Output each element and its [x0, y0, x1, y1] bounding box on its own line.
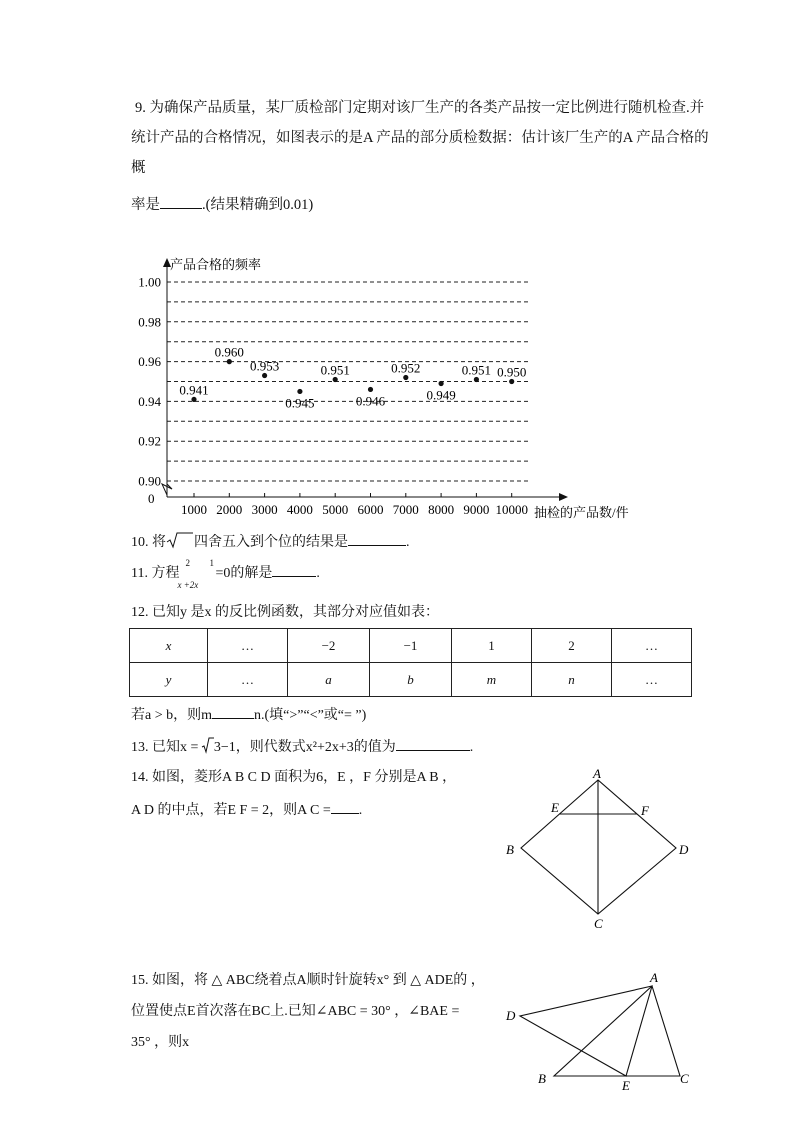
- q12-condition-prefix: 若a > b，则m: [131, 708, 212, 723]
- table-cell: …: [208, 629, 288, 663]
- q13-prefix: 13. 已知x =: [131, 740, 202, 755]
- table-cell: m: [452, 663, 532, 697]
- chart-y-ticks: [138, 275, 161, 489]
- label-b: B: [538, 1071, 546, 1086]
- q12-text: 12. 已知y 是x 的反比例函数，其部分对应值如表：: [131, 605, 439, 620]
- sqrt-icon: [166, 531, 194, 549]
- q11-text: =0的解是: [215, 566, 273, 581]
- data-point: [333, 377, 338, 382]
- data-label: 0.941: [179, 382, 209, 398]
- x-tick-label: 3000: [251, 502, 278, 517]
- q11-prefix: 11. 方程: [131, 566, 180, 581]
- q14-line2: [131, 799, 362, 821]
- q9-line4-prefix: 率是: [131, 197, 160, 213]
- label-a: A: [650, 970, 658, 985]
- answer-blank-q10[interactable]: [348, 531, 406, 546]
- q12-condition-suffix: n.(填“>”“<”或“= ”): [254, 708, 367, 723]
- data-label: 0.949: [426, 387, 456, 403]
- x-tick-label: 1000: [181, 502, 207, 517]
- answer-blank-q13[interactable]: [396, 736, 470, 751]
- table-cell: 1: [452, 629, 532, 663]
- table-cell: …: [612, 663, 692, 697]
- y-tick-label: 0.96: [138, 354, 161, 370]
- data-label: 0.953: [249, 358, 280, 374]
- q9-line2: 统计产品的合格情况，如图表示的是A 产品的部分质检数据：估计该厂生产的A 产品合格的: [131, 130, 709, 146]
- table-cell: x: [130, 629, 208, 663]
- y-tick-label: 0.94: [138, 393, 161, 409]
- rhombus-diagram: [500, 762, 700, 934]
- data-point: [297, 389, 302, 394]
- answer-blank-q14[interactable]: [331, 799, 359, 814]
- x-axis-arrow-icon: [559, 493, 568, 501]
- data-point: [439, 381, 444, 386]
- q15-line3: 35° ，则x: [131, 1035, 190, 1050]
- triangle-ade: [520, 986, 652, 1076]
- q9-line1: 9. 为确保产品质量，某厂质检部门定期对该厂生产的各类产品按一定比例进行随机检查.并: [135, 100, 705, 116]
- q13-radicand: 3: [213, 740, 221, 755]
- data-label: 0.946: [355, 393, 386, 409]
- data-point: [509, 379, 514, 384]
- x-tick-label: 5000: [322, 502, 349, 517]
- table-cell: −1: [370, 629, 452, 663]
- table-cell: n: [532, 663, 612, 697]
- label-c: C: [594, 916, 603, 931]
- q10-prefix: 10. 将: [131, 535, 166, 550]
- y-tick-label: 0.92: [138, 433, 161, 449]
- sqrt-icon: [202, 736, 214, 754]
- data-label: 0.952: [391, 360, 421, 376]
- label-a: A: [593, 766, 601, 781]
- y-tick-label: 0.98: [138, 314, 161, 330]
- q9-line4-suffix: .(结果精确到0.01): [202, 197, 314, 213]
- table-cell: …: [612, 629, 692, 663]
- triangle-abc: [554, 986, 680, 1076]
- q15-line1: 15. 如图，将 △ ABC绕着点A顺时针旋转x° 到 △ ADE的 ，: [131, 973, 485, 988]
- table-row: [130, 629, 692, 663]
- data-point: [403, 375, 408, 380]
- data-label: 0.945: [285, 395, 315, 411]
- data-label: 0.950: [497, 364, 527, 380]
- label-e: E: [622, 1078, 630, 1093]
- answer-blank-q12[interactable]: [212, 704, 254, 719]
- q14-line2-text: A D 的中点，若E F = 2，则A C =: [131, 803, 331, 818]
- chart-axes: [162, 258, 568, 501]
- x-tick-label: 2000: [216, 502, 243, 517]
- x-tick-label: 7000: [392, 502, 419, 517]
- table-row: [130, 663, 692, 697]
- x-tick-label: 4000: [286, 502, 313, 517]
- data-label: 0.951: [320, 362, 350, 378]
- data-point: [474, 377, 479, 382]
- label-e: E: [551, 800, 559, 815]
- data-point: [262, 373, 267, 378]
- q13-text: −1，则代数式x²+2x+3的值为: [220, 740, 396, 755]
- label-c: C: [680, 1071, 689, 1086]
- table-cell: 2: [532, 629, 612, 663]
- x-tick-label: 6000: [357, 502, 384, 517]
- q11-numerator-1: 2: [185, 558, 190, 568]
- chart-x-axis-label: 抽检的产品数/件: [534, 505, 629, 520]
- q10: [131, 531, 410, 553]
- q12-condition: [131, 704, 366, 726]
- label-f: F: [641, 803, 649, 818]
- q9-line4: [131, 194, 313, 215]
- q11-end: .: [316, 566, 320, 581]
- label-d: D: [679, 842, 689, 857]
- data-label: 0.951: [461, 362, 492, 378]
- table-cell: −2: [288, 629, 370, 663]
- answer-blank-q11[interactable]: [272, 562, 316, 577]
- value-table: [129, 628, 692, 697]
- q10-end: .: [406, 535, 410, 550]
- quality-frequency-chart: [120, 250, 629, 526]
- chart-points: [179, 345, 526, 411]
- table-cell: a: [288, 663, 370, 697]
- y-tick-label: 1.00: [138, 274, 161, 290]
- data-label: 0.960: [214, 344, 244, 360]
- q13-end: .: [469, 740, 474, 755]
- data-point: [191, 397, 196, 402]
- data-point: [227, 359, 232, 364]
- x-tick-label: 10000: [495, 502, 528, 517]
- answer-blank-q9[interactable]: [160, 194, 202, 209]
- q11: [131, 558, 320, 590]
- x-tick-label: 8000: [428, 502, 455, 517]
- label-d: D: [506, 1008, 516, 1023]
- q11-numerator-2: 1: [209, 558, 214, 568]
- x-tick-label: 9000: [463, 502, 490, 517]
- y-tick-label: 0.90: [138, 473, 161, 489]
- rotation-diagram: [500, 966, 700, 1096]
- data-point: [368, 387, 373, 392]
- table-cell: y: [130, 663, 208, 697]
- q14-line1: 14. 如图，菱形A B C D 面积为6，E ，F 分别是A B ，: [131, 770, 457, 785]
- chart-origin-label: 0: [148, 491, 155, 506]
- q9-line3: 概: [131, 160, 146, 176]
- label-b: B: [506, 842, 514, 857]
- q11-fractions: [177, 558, 215, 590]
- q11-denominator: x +2x: [177, 580, 199, 590]
- q15-line2: 位置使点E首次落在BC上.已知∠ABC = 30° ，∠BAE =: [131, 1004, 460, 1019]
- q14-line2-end: .: [358, 803, 363, 818]
- table-cell: b: [370, 663, 452, 697]
- q10-text: 四舍五入到个位的结果是: [194, 535, 348, 550]
- chart-y-axis-label: 产品合格的频率: [170, 257, 262, 272]
- q13: [131, 736, 473, 758]
- table-cell: …: [208, 663, 288, 697]
